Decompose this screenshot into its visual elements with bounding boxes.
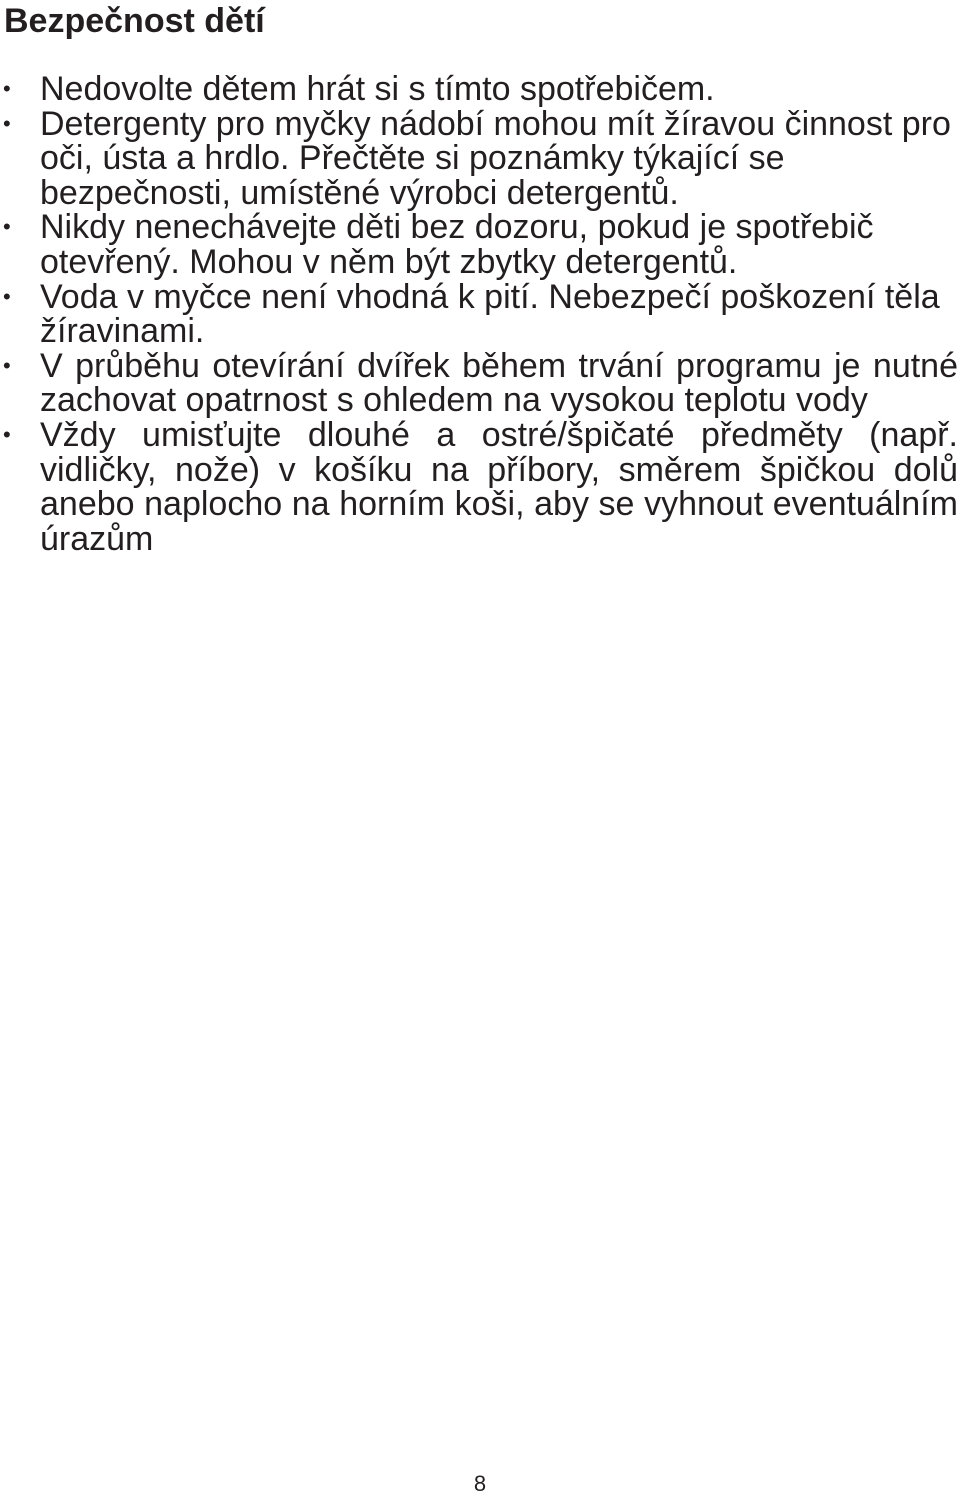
bullet-icon: • — [3, 214, 11, 240]
list-item-text: V průběhu otevírání dvířek během trvání programu je nutné zachovat opatrnost s ohledem na vysokou teplotu vody — [40, 346, 958, 420]
list-item-text: Nedovolte dětem hrát si s tímto spotřebičem. — [40, 70, 715, 108]
bullet-icon: • — [3, 76, 11, 101]
bullet-icon: • — [3, 352, 11, 378]
list-item — [0, 104, 958, 212]
list-item-text: Detergenty pro myčky nádobí mohou mít žíravou činnost pro oči, ústa a hrdlo. Přečtěte si poznámky týkající se bezpečnosti, umístěné výrobci detergentů. — [40, 104, 951, 212]
list-item-text: Voda v myčce není vhodná k pití. Nebezpečí poškození těla žíravinami. — [40, 277, 940, 351]
list-item — [0, 277, 958, 351]
safety-bullet-list — [0, 72, 958, 556]
bullet-icon: • — [3, 421, 11, 447]
list-item — [0, 415, 958, 558]
page-title: Bezpečnost dětí — [4, 2, 265, 40]
list-item — [0, 346, 958, 420]
list-item — [0, 210, 958, 279]
page-number: 8 — [473, 1471, 487, 1496]
list-item-text: Vždy umisťujte dlouhé a ostré/špičaté předměty (např. vidličky, nože) v košíku na příbory, směrem špičkou dolů anebo naplocho na horním koši, aby se vyhnout eventuálním úrazům — [40, 415, 958, 558]
bullet-icon: • — [3, 110, 11, 136]
bullet-icon: • — [3, 283, 11, 309]
list-item — [0, 72, 958, 107]
list-item-text: Nikdy nenechávejte děti bez dozoru, pokud je spotřebič otevřený. Mohou v něm být zbytky detergentů. — [40, 208, 874, 281]
